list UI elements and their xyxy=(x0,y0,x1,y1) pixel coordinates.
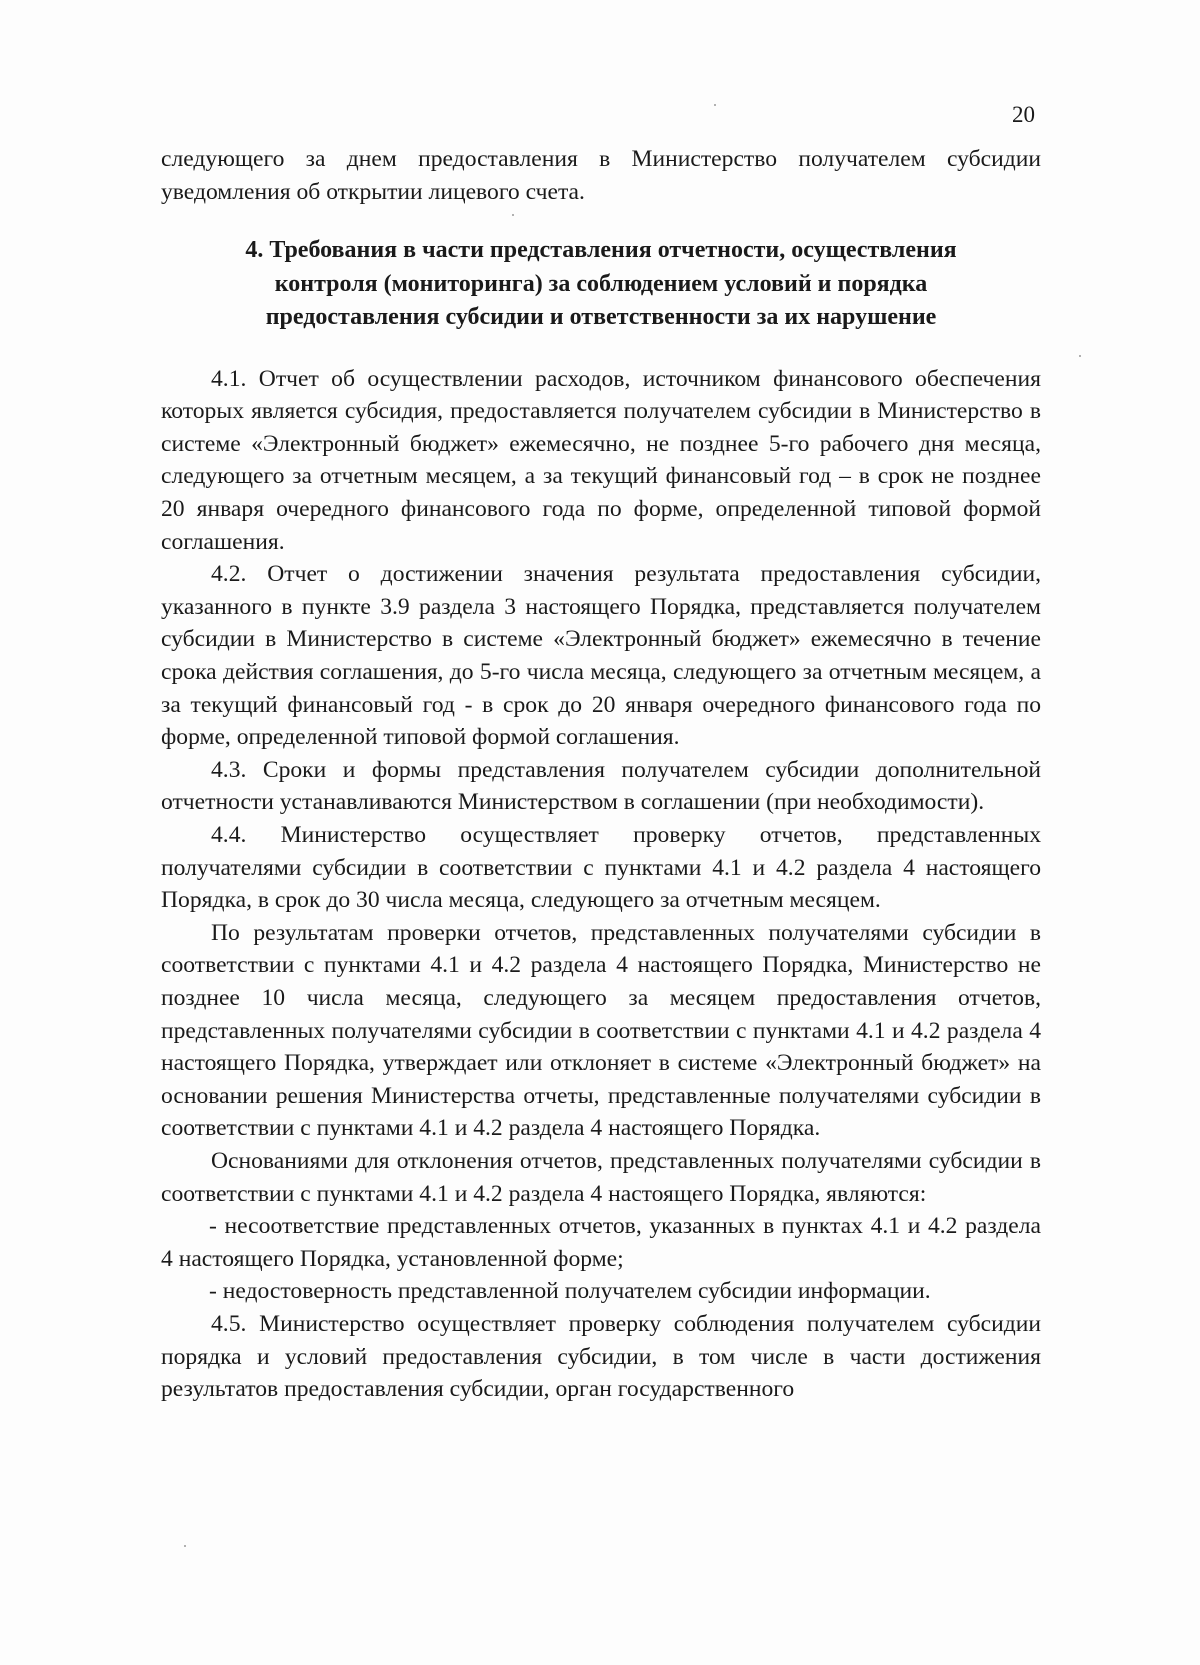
paragraph-4-4: 4.4. Министерство осуществляет проверку отчетов, представленных получателями субсидии в соответствии с пунктами 4.1 и 4.2 раздела 4 настоящего Порядка, в срок до 30 числа месяца, следующего за отчетным месяцем. xyxy=(161,822,1041,914)
section-heading-line: предоставления субсидии и ответственности за их нарушение xyxy=(265,304,937,331)
scan-speck xyxy=(1079,355,1081,357)
intro-paragraph: следующего за днем предоставления в Министерство получателем субсидии уведомления об открытии лицевого счета. xyxy=(161,146,1041,205)
section-heading-line: контроля (мониторинга) за соблюдением условий и порядка xyxy=(274,270,928,297)
paragraph-4-4-grounds: Основаниями для отклонения отчетов, представленных получателями субсидии в соответствии с пунктами 4.1 и 4.2 раздела 4 настоящего Порядка, являются: xyxy=(161,1147,1041,1207)
page-number: 20 xyxy=(1012,102,1035,127)
list-item: - несоответствие представленных отчетов, указанных в пунктах 4.1 и 4.2 раздела 4 настоящего Порядка, установленной форме; xyxy=(161,1213,1041,1272)
scan-speck xyxy=(714,104,716,106)
paragraph-4-4-results: По результатам проверки отчетов, представленных получателями субсидии в соответствии с пунктами 4.1 и 4.2 раздела 4 настоящего Порядка, Министерство не позднее 10 числа месяца, следующего за месяцем предоставления отчетов, представленных получателями субсидии в соответствии с пунктами 4.1 и 4.2 раздела 4 настоящего Порядка, утверждает или отклоняет в системе «Электронный бюджет» на основании решения Министерства отчеты, представленные получателями субсидии в соответствии с пунктами 4.1 и 4.2 раздела 4 настоящего Порядка. xyxy=(161,919,1041,1142)
section-heading xyxy=(161,234,1041,335)
document-body xyxy=(161,143,1041,1406)
scan-speck xyxy=(184,1545,186,1547)
section-heading-line: 4. Требования в части представления отчетности, осуществления xyxy=(245,237,957,264)
paragraph-4-5: 4.5. Министерство осуществляет проверку соблюдения получателем субсидии порядка и условий предоставления субсидии, в том числе в части достижения результатов предоставления субсидии, орган государственного xyxy=(161,1310,1041,1403)
paragraph-4-2: 4.2. Отчет о достижении значения результата предоставления субсидии, указанного в пункте 3.9 раздела 3 настоящего Порядка, представляется получателем субсидии в Министерство в системе «Электронный бюджет» ежемесячно в течение срока действия соглашения, до 5-го числа месяца, следующего за отчетным месяцем, а за текущий финансовый год - в срок до 20 января очередного финансового года по форме, определенной типовой формой соглашения. xyxy=(161,561,1041,751)
paragraph-4-1: 4.1. Отчет об осуществлении расходов, источником финансового обеспечения которых является субсидия, предоставляется получателем субсидии в Министерство в системе «Электронный бюджет» ежемесячно, не позднее 5-го рабочего дня месяца, следующего за отчетным месяцем, а за текущий финансовый год – в срок не позднее 20 января очередного финансового года по форме, определенной типовой формой соглашения. xyxy=(161,365,1041,555)
paragraph-4-3: 4.3. Сроки и формы представления получателем субсидии дополнительной отчетности устанавливаются Министерством в соглашении (при необходимости). xyxy=(161,756,1041,816)
list-item: - недостоверность представленной получателем субсидии информации. xyxy=(209,1278,931,1305)
